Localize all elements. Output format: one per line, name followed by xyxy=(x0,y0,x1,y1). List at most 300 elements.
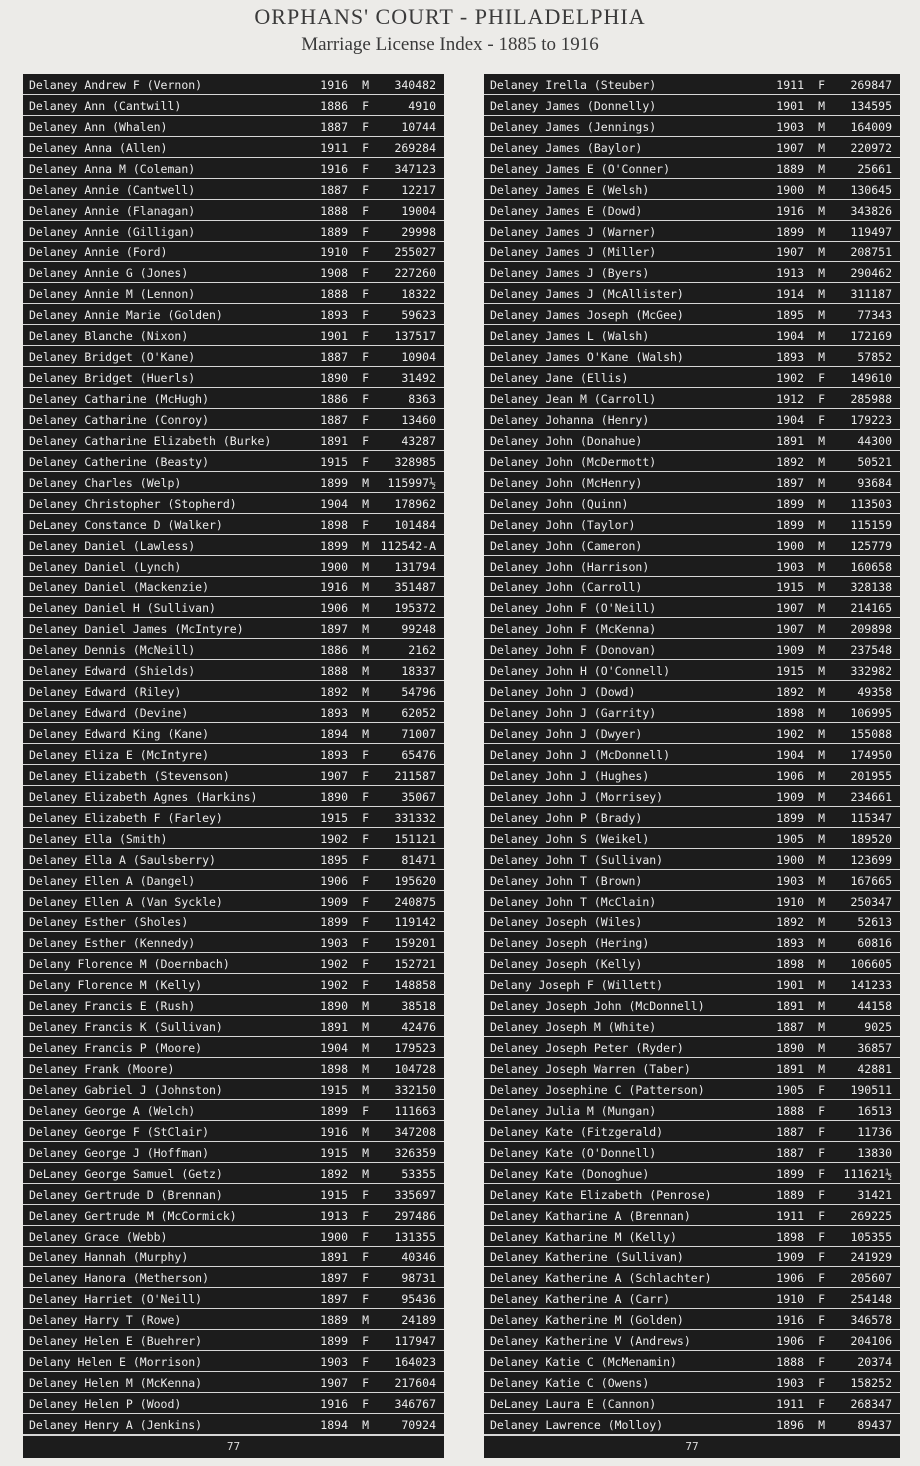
entry-sex: M xyxy=(818,957,825,972)
entry-license-number: 195372 xyxy=(394,601,436,616)
entry-year: 1899 xyxy=(776,496,804,511)
entry-name: Delaney Ellen A (Van Syckle) xyxy=(29,894,223,909)
entry-name: Delaney John J (Garrity) xyxy=(490,706,657,721)
entry-name: Delaney Charles (Welp) xyxy=(29,475,182,490)
entry-year: 1902 xyxy=(320,978,348,993)
entry-year: 1899 xyxy=(776,810,804,825)
index-entry xyxy=(23,765,444,786)
index-entry xyxy=(484,493,900,514)
index-entry xyxy=(484,974,900,995)
entry-name: Delaney Edward (Devine) xyxy=(29,706,189,721)
entry-name: Delaney Irella (Steuber) xyxy=(490,77,657,92)
entry-year: 1892 xyxy=(776,454,804,469)
entry-sex: M xyxy=(818,1020,825,1035)
index-entry xyxy=(484,304,900,325)
entry-license-number: 35067 xyxy=(401,789,436,804)
index-entry xyxy=(484,702,900,723)
entry-license-number: 42881 xyxy=(857,1062,892,1076)
entry-year: 1904 xyxy=(776,329,804,344)
entry-year: 1913 xyxy=(320,1208,348,1223)
entry-name: Delaney John (McHenry) xyxy=(490,475,643,490)
entry-name: Delaney Katherine (Sullivan) xyxy=(490,1250,684,1265)
entry-license-number: 95436 xyxy=(401,1292,436,1307)
entry-license-number: 255027 xyxy=(394,245,436,260)
entry-year: 1886 xyxy=(320,643,348,658)
index-entry xyxy=(23,158,444,179)
entry-license-number: 159201 xyxy=(394,936,436,951)
index-entry xyxy=(484,1079,900,1100)
entry-sex: M xyxy=(818,140,825,155)
entry-year: 1891 xyxy=(776,433,804,448)
entry-license-number: 237548 xyxy=(850,643,892,658)
entry-year: 1902 xyxy=(320,831,348,846)
entry-sex: F xyxy=(362,768,369,783)
entry-name: Delaney George A (Welch) xyxy=(29,1103,196,1118)
entry-name: Delaney James J (McAllister) xyxy=(490,287,684,302)
index-entry xyxy=(484,597,900,618)
entry-year: 1904 xyxy=(776,412,804,427)
entry-name: Delaney Anna (Allen) xyxy=(29,140,168,155)
entry-year: 1909 xyxy=(776,789,804,804)
entry-sex: M xyxy=(818,789,825,804)
entry-license-number: 54796 xyxy=(401,685,436,700)
entry-license-number: 29998 xyxy=(401,224,436,239)
entry-year: 1907 xyxy=(776,601,804,616)
index-entry xyxy=(23,639,444,660)
entry-name: Delaney Catharine (McHugh) xyxy=(29,392,210,406)
entry-year: 1904 xyxy=(320,1041,348,1056)
entry-year: 1892 xyxy=(776,685,804,700)
entry-year: 1915 xyxy=(320,1082,348,1097)
entry-sex: M xyxy=(818,936,825,951)
entry-license-number: 227260 xyxy=(394,266,436,281)
entry-sex: F xyxy=(362,433,369,448)
entry-name: Delaney Bridget (Huerls) xyxy=(29,371,196,386)
index-entry xyxy=(23,409,444,430)
entry-license-number: 50521 xyxy=(857,454,892,469)
index-column-right xyxy=(484,74,900,1458)
entry-license-number: 60816 xyxy=(857,936,892,951)
entry-sex: F xyxy=(818,1145,825,1160)
index-entry xyxy=(23,660,444,681)
entry-year: 1902 xyxy=(776,727,804,741)
entry-year: 1911 xyxy=(776,1208,804,1223)
entry-license-number: 178962 xyxy=(394,496,436,511)
entry-sex: F xyxy=(362,308,369,323)
entry-name: Delaney John (Cameron) xyxy=(490,538,643,553)
entry-year: 1901 xyxy=(776,98,804,113)
index-entry xyxy=(23,200,444,221)
entry-license-number: 340482 xyxy=(394,77,436,92)
entry-year: 1909 xyxy=(320,894,348,909)
entry-license-number: 31492 xyxy=(401,371,436,386)
entry-name: Delaney John S (Weikel) xyxy=(490,831,650,846)
index-entry xyxy=(23,137,444,158)
index-entry xyxy=(23,1393,444,1414)
entry-year: 1887 xyxy=(320,119,348,134)
entry-sex: F xyxy=(818,1103,825,1118)
index-entry xyxy=(484,1414,900,1435)
entry-year: 1898 xyxy=(776,957,804,972)
entry-name: Delaney Harry T (Rowe) xyxy=(29,1313,182,1328)
entry-license-number: 13830 xyxy=(857,1145,892,1160)
index-entry xyxy=(484,828,900,849)
entry-sex: F xyxy=(362,329,369,344)
entry-sex: F xyxy=(362,789,369,804)
entry-license-number: 164023 xyxy=(394,1355,436,1370)
index-entry xyxy=(23,953,444,974)
entry-name: Delaney Daniel (Lawless) xyxy=(29,538,196,553)
entry-sex: F xyxy=(818,1082,825,1097)
entry-sex: F xyxy=(362,140,369,155)
entry-sex: M xyxy=(362,685,369,700)
entry-year: 1899 xyxy=(320,1334,348,1349)
entry-sex: M xyxy=(818,768,825,783)
index-column-left xyxy=(23,74,444,1458)
entry-name: Delaney George F (StClair) xyxy=(29,1124,210,1139)
entry-year: 1886 xyxy=(320,392,348,406)
entry-sex: F xyxy=(362,350,369,365)
index-entry xyxy=(484,1184,900,1205)
entry-license-number: 111663 xyxy=(394,1103,436,1118)
entry-sex: M xyxy=(362,1124,369,1139)
entry-year: 1902 xyxy=(776,371,804,386)
entry-sex: F xyxy=(362,1397,369,1411)
entry-sex: F xyxy=(362,119,369,134)
entry-sex: M xyxy=(818,517,825,532)
entry-license-number: 65476 xyxy=(401,747,436,762)
entry-license-number: 11736 xyxy=(857,1124,892,1139)
entry-sex: F xyxy=(818,1187,825,1202)
entry-license-number: 204106 xyxy=(850,1334,892,1349)
index-entry xyxy=(484,1142,900,1163)
entry-license-number: 4910 xyxy=(408,98,436,113)
entry-year: 1889 xyxy=(776,1187,804,1202)
entry-year: 1891 xyxy=(776,1062,804,1076)
index-entry xyxy=(484,242,900,263)
index-entry xyxy=(484,325,900,346)
entry-license-number: 155088 xyxy=(850,727,892,741)
entry-name: Delaney John (Harrison) xyxy=(490,559,650,574)
entry-sex: M xyxy=(362,1417,369,1432)
entry-license-number: 104728 xyxy=(394,1062,436,1076)
entry-license-number: 119142 xyxy=(394,915,436,930)
index-entry xyxy=(23,283,444,304)
entry-sex: F xyxy=(818,1208,825,1223)
entry-license-number: 40346 xyxy=(401,1250,436,1265)
entry-year: 1911 xyxy=(320,140,348,155)
entry-name: Delaney John J (Dowd) xyxy=(490,685,636,700)
index-entry xyxy=(23,618,444,639)
entry-name: Delaney Daniel (Lynch) xyxy=(29,559,182,574)
index-entry xyxy=(484,765,900,786)
entry-year: 1891 xyxy=(320,433,348,448)
entry-sex: M xyxy=(818,161,825,176)
entry-license-number: 130645 xyxy=(850,182,892,197)
entry-name: Delaney Elizabeth (Stevenson) xyxy=(29,768,230,783)
entry-license-number: 214165 xyxy=(850,601,892,616)
entry-year: 1900 xyxy=(776,538,804,553)
entry-sex: M xyxy=(362,664,369,679)
entry-license-number: 93684 xyxy=(857,475,892,490)
entry-name: Delaney Joseph (Wiles) xyxy=(490,915,643,930)
entry-license-number: 62052 xyxy=(401,706,436,721)
entry-license-number: 311187 xyxy=(850,287,892,302)
entry-year: 1910 xyxy=(320,245,348,260)
entry-name: Delaney Dennis (McNeill) xyxy=(29,643,196,658)
entry-sex: M xyxy=(818,329,825,344)
entry-name: Delaney Joseph (Hering) xyxy=(490,936,650,951)
entry-year: 1907 xyxy=(320,1376,348,1391)
entry-sex: M xyxy=(818,1062,825,1076)
index-entry xyxy=(484,346,900,367)
entry-year: 1906 xyxy=(776,1334,804,1349)
entry-year: 1906 xyxy=(320,873,348,888)
entry-sex: M xyxy=(818,706,825,721)
entry-sex: F xyxy=(818,371,825,386)
entry-license-number: 44300 xyxy=(857,433,892,448)
index-entry xyxy=(23,849,444,870)
entry-license-number: 250347 xyxy=(850,894,892,909)
entry-year: 1916 xyxy=(320,1124,348,1139)
index-entry xyxy=(23,1100,444,1121)
entry-name: Delaney Kate Elizabeth (Penrose) xyxy=(490,1187,712,1202)
entry-year: 1898 xyxy=(320,517,348,532)
entry-license-number: 81471 xyxy=(401,852,436,867)
index-entry xyxy=(484,744,900,765)
entry-sex: M xyxy=(818,308,825,323)
entry-year: 1887 xyxy=(776,1020,804,1035)
entry-license-number: 326359 xyxy=(394,1145,436,1160)
entry-name: Delany Florence M (Kelly) xyxy=(29,978,203,993)
entry-sex: M xyxy=(818,999,825,1014)
entry-name: Delaney James E (Welsh) xyxy=(490,182,650,197)
entry-sex: F xyxy=(362,182,369,197)
index-entry xyxy=(23,430,444,451)
entry-sex: F xyxy=(818,1397,825,1411)
entry-sex: F xyxy=(362,1229,369,1244)
entry-year: 1916 xyxy=(776,203,804,218)
entry-sex: M xyxy=(818,831,825,846)
entry-year: 1915 xyxy=(320,1187,348,1202)
entry-name: Delaney Joseph Warren (Taber) xyxy=(490,1062,691,1076)
entry-sex: M xyxy=(362,580,369,595)
entry-year: 1898 xyxy=(320,1062,348,1076)
index-entry xyxy=(23,1037,444,1058)
entry-license-number: 172169 xyxy=(850,329,892,344)
entry-sex: M xyxy=(818,538,825,553)
entry-year: 1898 xyxy=(776,1229,804,1244)
entry-license-number: 331332 xyxy=(394,810,436,825)
entry-license-number: 174950 xyxy=(850,747,892,762)
entry-year: 1907 xyxy=(320,768,348,783)
entry-sex: F xyxy=(362,1187,369,1202)
entry-license-number: 335697 xyxy=(394,1187,436,1202)
entry-name: Delaney Elizabeth Agnes (Harkins) xyxy=(29,789,258,804)
entry-year: 1906 xyxy=(320,601,348,616)
entry-sex: F xyxy=(362,371,369,386)
entry-name: Delaney John J (McDonnell) xyxy=(490,747,671,762)
index-entry xyxy=(23,807,444,828)
entry-license-number: 148858 xyxy=(394,978,436,993)
entry-license-number: 268347 xyxy=(850,1397,892,1411)
entry-name: Delaney Daniel (Mackenzie) xyxy=(29,580,210,595)
entry-sex: M xyxy=(818,98,825,113)
entry-year: 1887 xyxy=(320,412,348,427)
entry-license-number: 201955 xyxy=(850,768,892,783)
entry-year: 1900 xyxy=(776,852,804,867)
entry-sex: M xyxy=(818,727,825,741)
entry-license-number: 241929 xyxy=(850,1250,892,1265)
entry-year: 1901 xyxy=(776,978,804,993)
entry-name: Delaney Helen M (McKenna) xyxy=(29,1376,203,1391)
entry-year: 1888 xyxy=(320,664,348,679)
entry-name: Delaney James (Donnelly) xyxy=(490,98,657,113)
entry-year: 1895 xyxy=(776,308,804,323)
index-entry xyxy=(23,556,444,577)
index-entry xyxy=(23,786,444,807)
entry-license-number: 205607 xyxy=(850,1271,892,1286)
entry-name: Delaney Joseph John (McDonnell) xyxy=(490,999,705,1014)
entry-license-number: 98731 xyxy=(401,1271,436,1286)
entry-sex: F xyxy=(362,287,369,302)
entry-name: Delany Joseph F (Willett) xyxy=(490,978,664,993)
entry-sex: F xyxy=(362,978,369,993)
entry-year: 1903 xyxy=(776,873,804,888)
entry-year: 1907 xyxy=(776,140,804,155)
entry-name: Delaney Annie (Gilligan) xyxy=(29,224,196,239)
entry-name: Delaney Josephine C (Patterson) xyxy=(490,1082,705,1097)
entry-name: Delaney Helen P (Wood) xyxy=(29,1397,182,1411)
index-entry xyxy=(484,1309,900,1330)
entry-year: 1888 xyxy=(776,1355,804,1370)
index-entry xyxy=(484,953,900,974)
index-entry xyxy=(484,1247,900,1268)
entry-name: Delaney George J (Hoffman) xyxy=(29,1145,210,1160)
index-entry xyxy=(23,116,444,137)
entry-license-number: 77343 xyxy=(857,308,892,323)
entry-sex: M xyxy=(818,287,825,302)
entry-year: 1898 xyxy=(776,706,804,721)
entry-year: 1894 xyxy=(320,1417,348,1432)
entry-sex: M xyxy=(818,747,825,762)
entry-name: Delaney Grace (Webb) xyxy=(29,1229,168,1244)
entry-license-number: 52613 xyxy=(857,915,892,930)
entry-name: Delaney Ella (Smith) xyxy=(29,831,168,846)
entry-license-number: 2162 xyxy=(408,643,436,658)
entry-sex: M xyxy=(362,1145,369,1160)
entry-license-number: 347208 xyxy=(394,1124,436,1139)
index-entry xyxy=(484,200,900,221)
entry-sex: F xyxy=(362,873,369,888)
entry-sex: F xyxy=(818,412,825,427)
entry-name: Delaney Joseph (Kelly) xyxy=(490,957,643,972)
entry-year: 1914 xyxy=(776,287,804,302)
entry-name: Delaney Francis P (Moore) xyxy=(29,1041,203,1056)
entry-license-number: 332150 xyxy=(394,1082,436,1097)
entry-sex: M xyxy=(362,1062,369,1076)
index-entry xyxy=(23,1058,444,1079)
entry-license-number: 10744 xyxy=(401,119,436,134)
index-entry xyxy=(484,472,900,493)
index-entry xyxy=(23,1372,444,1393)
entry-license-number: 347123 xyxy=(394,161,436,176)
index-entry xyxy=(23,597,444,618)
index-entry xyxy=(23,1079,444,1100)
index-entry xyxy=(484,786,900,807)
entry-license-number: 12217 xyxy=(401,182,436,197)
entry-sex: F xyxy=(818,392,825,406)
index-entry xyxy=(484,430,900,451)
index-entry xyxy=(23,995,444,1016)
entry-license-number: 25661 xyxy=(857,161,892,176)
entry-year: 1903 xyxy=(320,936,348,951)
index-entry xyxy=(484,116,900,137)
entry-sex: M xyxy=(818,433,825,448)
entry-name: Delaney Francis E (Rush) xyxy=(29,999,196,1014)
entry-license-number: 119497 xyxy=(850,224,892,239)
entry-name: Delaney Daniel James (McIntyre) xyxy=(29,622,244,637)
entry-name: Delaney Gertrude M (McCormick) xyxy=(29,1208,237,1223)
index-entry xyxy=(484,1267,900,1288)
index-entry xyxy=(23,514,444,535)
entry-license-number: 346578 xyxy=(850,1313,892,1328)
entry-license-number: 141233 xyxy=(850,978,892,993)
index-entry xyxy=(23,74,444,95)
entry-sex: M xyxy=(818,580,825,595)
entry-license-number: 189520 xyxy=(850,831,892,846)
entry-license-number: 10904 xyxy=(401,350,436,365)
entry-license-number: 152721 xyxy=(394,957,436,972)
entry-name: Delaney Kate (O'Donnell) xyxy=(490,1145,657,1160)
entry-year: 1905 xyxy=(776,1082,804,1097)
entry-sex: M xyxy=(818,182,825,197)
entry-year: 1899 xyxy=(776,1166,804,1181)
entry-year: 1916 xyxy=(320,161,348,176)
entry-name: Delaney Katherine M (Golden) xyxy=(490,1313,684,1328)
entry-name: Delaney Lawrence (Molloy) xyxy=(490,1417,664,1432)
entry-year: 1887 xyxy=(320,182,348,197)
index-rows-right xyxy=(484,74,900,1435)
entry-sex: F xyxy=(362,1103,369,1118)
entry-license-number: 285988 xyxy=(850,392,892,406)
index-entry xyxy=(484,1288,900,1309)
entry-name: Delaney Katherine A (Carr) xyxy=(490,1292,671,1307)
index-entry xyxy=(23,1016,444,1037)
index-entry xyxy=(484,1330,900,1351)
entry-sex: F xyxy=(818,1313,825,1328)
entry-sex: M xyxy=(362,559,369,574)
entry-sex: F xyxy=(362,517,369,532)
entry-year: 1893 xyxy=(776,350,804,365)
entry-name: Delaney John (Quinn) xyxy=(490,496,629,511)
entry-license-number: 123699 xyxy=(850,852,892,867)
index-entry xyxy=(484,660,900,681)
index-entry xyxy=(23,262,444,283)
index-entry xyxy=(23,681,444,702)
entry-name: Delaney John T (Sullivan) xyxy=(490,852,664,867)
entry-name: Delaney Katherine A (Schlachter) xyxy=(490,1271,712,1286)
entry-sex: M xyxy=(362,1020,369,1035)
entry-year: 1903 xyxy=(320,1355,348,1370)
entry-sex: F xyxy=(362,1250,369,1265)
entry-sex: F xyxy=(818,1229,825,1244)
entry-license-number: 160658 xyxy=(850,559,892,574)
index-entry xyxy=(23,1351,444,1372)
entry-year: 1890 xyxy=(776,1041,804,1056)
entry-year: 1900 xyxy=(776,182,804,197)
entry-year: 1901 xyxy=(320,329,348,344)
